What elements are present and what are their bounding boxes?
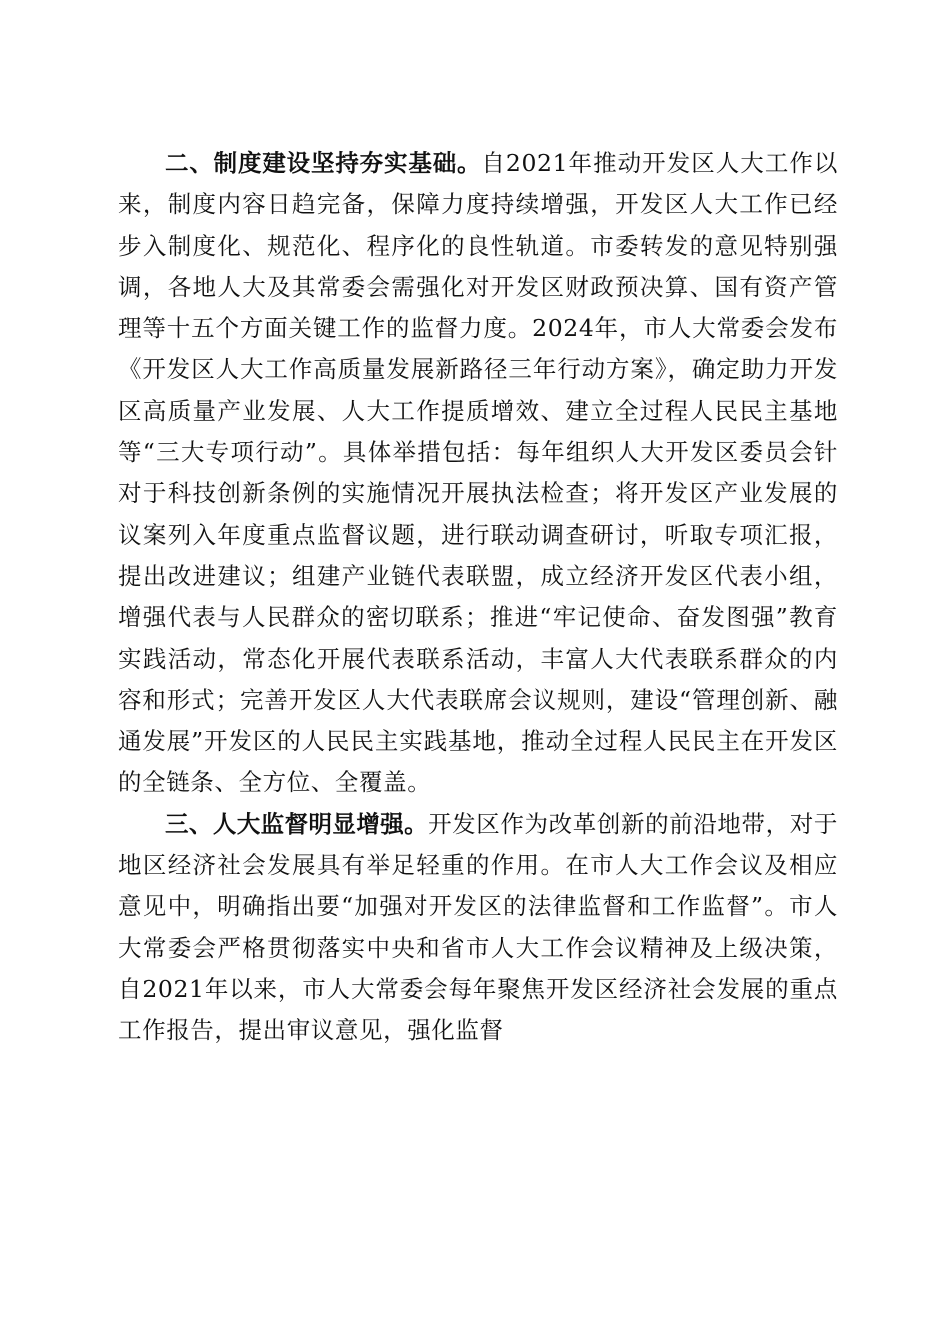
document-page bbox=[118, 143, 838, 1052]
paragraph-body: 自2021年推动开发区人大工作以来，制度内容日趋完备，保障力度持续增强，开发区人大工作已经步入制度化、规范化、程序化的良性轨道。市委转发的意见特别强调，各地人大及其常委会需强化对开发区财政预决算、国有资产管理等十五个方面关键工作的监督力度。2024年，市人大常委会发布《开发区人大工作高质量发展新路径三年行动方案》，确定助力开发区高质量产业发展、人大工作提质增效、建立全过程人民民主基地等“三大专项行动”。具体举措包括：每年组织人大开发区委员会针对于科技创新条例的实施情况开展执法检查；将开发区产业发展的议案列入年度重点监督议题，进行联动调查研讨，听取专项汇报，提出改进建议；组建产业链代表联盟，成立经济开发区代表小组，增强代表与人民群众的密切联系；推进“牢记使命、奋发图强”教育实践活动，常态化开展代表联系活动，丰富人大代表联系群众的内容和形式；完善开发区人大代表联席会议规则，建设“管理创新、融通发展”开发区的人民民主实践基地，推动全过程人民民主在开发区的全链条、全方位、全覆盖。 bbox=[118, 149, 839, 797]
paragraph-supervision bbox=[118, 804, 838, 1052]
paragraph-heading: 二、制度建设坚持夯实基础。 bbox=[165, 149, 482, 177]
paragraph-body: 开发区作为改革创新的前沿地带，对于地区经济社会发展具有举足轻重的作用。在市人大工作会议及相应意见中，明确指出要“加强对开发区的法律监督和工作监督”。市人大常委会严格贯彻落实中央和省市人大工作会议精神及上级决策，自2021年以来，市人大常委会每年聚焦开发区经济社会发展的重点工作报告，提出审议意见，强化监督 bbox=[118, 809, 838, 1045]
paragraph-heading: 三、人大监督明显增强。 bbox=[165, 809, 429, 838]
paragraph-institution-building bbox=[118, 143, 838, 804]
